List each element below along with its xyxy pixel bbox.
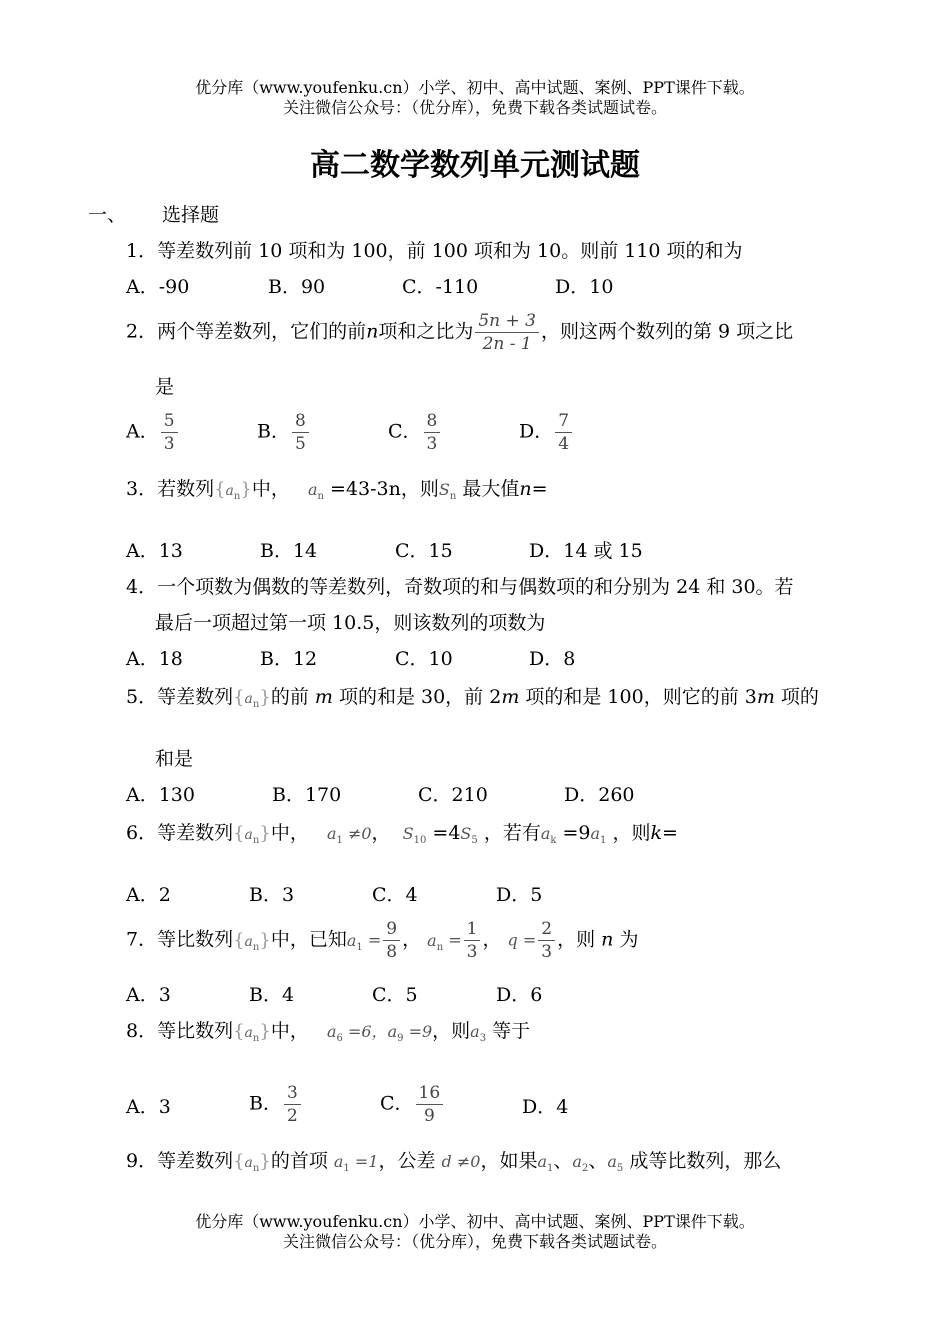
question-6: 6．等差数列{ $a_n$ } 中， $a_1 \ne 0$， $S_{10} =4S_5$ ，若有$a_k =9a_1$ ，则k= [126, 818, 678, 846]
q6-option-a: A．2 [126, 884, 171, 906]
q3-option-b: B．14 [260, 540, 318, 562]
q3-option-d: D．14 或 15 [529, 540, 643, 562]
header-line-1: 优分库（www.youfenku.cn）小学、初中、高中试题、案例、PPT课件下载。 [195, 78, 755, 97]
footer-line-2: 关注微信公众号：（优分库），免费下载各类试题试卷。 [282, 1232, 667, 1251]
q4-option-a: A．18 [126, 648, 183, 670]
q2-ratio-fraction: $\frac{5n + 3}{2n - 1}$ [475, 310, 539, 355]
q4-option-d: D．8 [529, 648, 576, 670]
q4-option-b: B．12 [260, 648, 318, 670]
q1-option-b: B．90 [268, 276, 326, 298]
q2-option-b: B． $\frac{8}{5}$ [257, 410, 311, 455]
question-8: 8．等比数列{ $a_n$ } 中， $a_6 =6$，$a_9 =9$，则$a_3$ 等于 [126, 1016, 530, 1044]
page-title: 高二数学数列单元测试题 [310, 148, 640, 183]
question-4: 4．一个项数为偶数的等差数列，奇数项的和与偶数项的和分别为 24 和 30。若 [126, 576, 794, 598]
question-9: 9．等差数列{ $a_n$ } 的首项 $a_1 =1$，公差 d ≠0，如果$a_1$、$a_2$、$a_5$ 成等比数列，那么 [126, 1146, 781, 1174]
q7-option-a: A．3 [126, 984, 171, 1006]
q8-option-d: D．4 [522, 1096, 569, 1118]
q7-option-c: C．5 [372, 984, 418, 1006]
q2-option-a: A． $\frac{5}{3}$ [126, 410, 180, 455]
q2-option-c: C． $\frac{8}{3}$ [388, 410, 442, 455]
q6-option-d: D．5 [496, 884, 543, 906]
q1-option-c: C．-110 [402, 276, 479, 298]
section-label: 选择题 [162, 204, 220, 226]
q6-option-c: C．4 [372, 884, 418, 906]
question-7: 7．等比数列{ $a_n$ } 中，已知$a_1$ = $\frac{9}{8}$ ， $a_n$ = $\frac{1}{3}$ ， q = $\frac{2}{3}$ ，则 n 为 [126, 918, 638, 963]
question-2-cont: 是 [155, 376, 175, 398]
question-5: 5．等差数列{ $a_n$ } 的前 m 项的和是 30，前 2m 项的和是 100，则它的前 3m 项的 [126, 682, 819, 710]
q1-option-a: A．-90 [126, 276, 190, 298]
q8-option-a: A．3 [126, 1096, 171, 1118]
question-1: 1．等差数列前 10 项和为 100，前 100 项和为 10。则前 110 项的和为 [126, 240, 743, 262]
q5-option-b: B．170 [272, 784, 342, 806]
q7-option-b: B．4 [249, 984, 295, 1006]
question-5-cont: 和是 [155, 748, 194, 770]
q3-option-c: C．15 [395, 540, 453, 562]
q8-option-b: B． $\frac{3}{2}$ [249, 1082, 303, 1127]
question-4-cont: 最后一项超过第一项 10.5，则该数列的项数为 [155, 612, 546, 634]
question-3: 3．若数列{ $a_n$ } 中， $a_n =43-3n$，则$S_n$ 最大值n= [126, 474, 548, 502]
q8-option-c: C． $\frac{16}{9}$ [380, 1082, 445, 1127]
q5-option-c: C．210 [418, 784, 488, 806]
q6-option-b: B．3 [249, 884, 295, 906]
question-2: 2．两个等差数列，它们的前n项和之比为 $\frac{5n + 3}{2n - 1}$ ，则这两个数列的第 9 项之比 [126, 311, 794, 354]
q2-option-d: D． $\frac{7}{4}$ [519, 410, 574, 455]
q1-option-d: D．10 [555, 276, 614, 298]
q7-option-d: D．6 [496, 984, 543, 1006]
q5-option-a: A．130 [126, 784, 195, 806]
header-line-2: 关注微信公众号：（优分库），免费下载各类试题试卷。 [282, 98, 667, 117]
q4-option-c: C．10 [395, 648, 453, 670]
q5-option-d: D．260 [564, 784, 635, 806]
section-number: 一、 [88, 204, 127, 226]
footer-line-1: 优分库（www.youfenku.cn）小学、初中、高中试题、案例、PPT课件下载。 [195, 1212, 755, 1231]
q3-option-a: A．13 [126, 540, 183, 562]
